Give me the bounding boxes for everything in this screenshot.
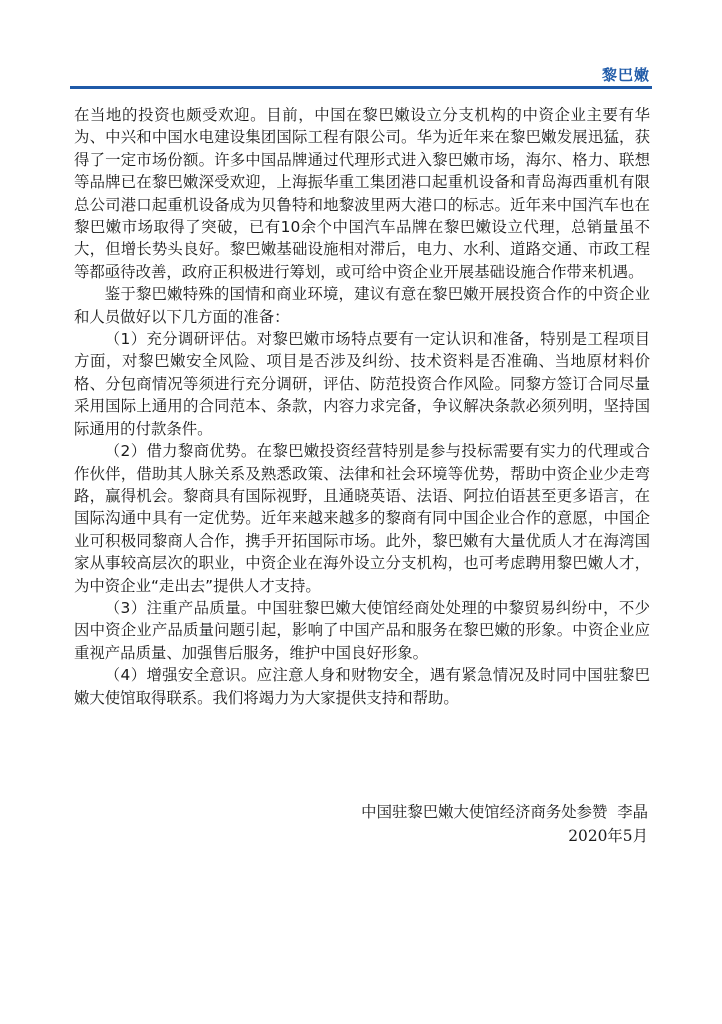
signature-date: 2020年5月 (568, 827, 648, 845)
paragraph-item-2: （2）借力黎商优势。在黎巴嫩投资经营特别是参与投标需要有实力的代理或合作伙伴，借助其人脉关系及熟悉政策、法律和社会环境等优势，帮助中资企业少走弯路，赢得机会。黎商具有国际视野，且通晓英语、法语、阿拉伯语甚至更多语言，在国际沟通中具有一定优势。近年来越来越多的黎商有同中国企业合作的意愿，中国企业可积极同黎商人合作，携手开拓国际市场。此外，黎巴嫩有大量优质人才在海湾国家从事较高层次的职业，中资企业在海外设立分支机构，也可考虑聘用黎巴嫩人才，为中资企业“走出去”提供人才支持。 (74, 442, 650, 595)
document-body (74, 104, 650, 709)
paragraph-item-1: （1）充分调研评估。对黎巴嫩市场特点要有一定认识和准备，特别是工程项目方面，对黎巴嫩安全风险、项目是否涉及纠纷、技术资料是否准确、当地原材料价格、分包商情况等须进行充分调研，评估、防范投资合作风险。同黎方签订合同尽量采用国际上通用的合同范本、条款，内容力求完备，争议解决条款必须列明，坚持国际通用的付款条件。 (74, 330, 650, 438)
paragraph-item-3: （3）注重产品质量。中国驻黎巴嫩大使馆经商处处理的中黎贸易纠纷中，不少因中资企业产品质量问题引起，影响了中国产品和服务在黎巴嫩的形象。中资企业应重视产品质量、加强售后服务，维护中国良好形象。 (74, 598, 650, 662)
paragraph-item-4: （4）增强安全意识。应注意人身和财物安全，遇有紧急情况及时同中国驻黎巴嫩大使馆取得联系。我们将竭力为大家提供支持和帮助。 (74, 666, 650, 707)
paragraph-recommendation-intro: 鉴于黎巴嫩特殊的国情和商业环境，建议有意在黎巴嫩开展投资合作的中资企业和人员做好以下几方面的准备： (74, 285, 650, 326)
paragraph-continued: 在当地的投资也颇受欢迎。目前，中国在黎巴嫩设立分支机构的中资企业主要有华为、中兴和中国水电建设集团国际工程有限公司。华为近年来在黎巴嫩发展迅猛，获得了一定市场份额。许多中国品牌通过代理形式进入黎巴嫩市场，海尔、格力、联想等品牌已在黎巴嫩深受欢迎，上海振华重工集团港口起重机设备和青岛海西重机有限总公司港口起重机设备成为贝鲁特和地黎波里两大港口的标志。近年来中国汽车也在黎巴嫩市场取得了突破，已有10余个中国汽车品牌在黎巴嫩设立代理，总销量虽不大，但增长势头良好。黎巴嫩基础设施相对滞后，电力、水利、道路交通、市政工程等都亟待改善，政府正积极进行筹划，或可给中资企业开展基础设施合作带来机遇。 (74, 106, 650, 281)
page-header-title: 黎巴嫩 (601, 66, 650, 84)
signature-block (361, 800, 648, 848)
signature-author: 中国驻黎巴嫩大使馆经济商务处参赞 李晶 (361, 803, 648, 821)
header-divider (70, 86, 652, 89)
